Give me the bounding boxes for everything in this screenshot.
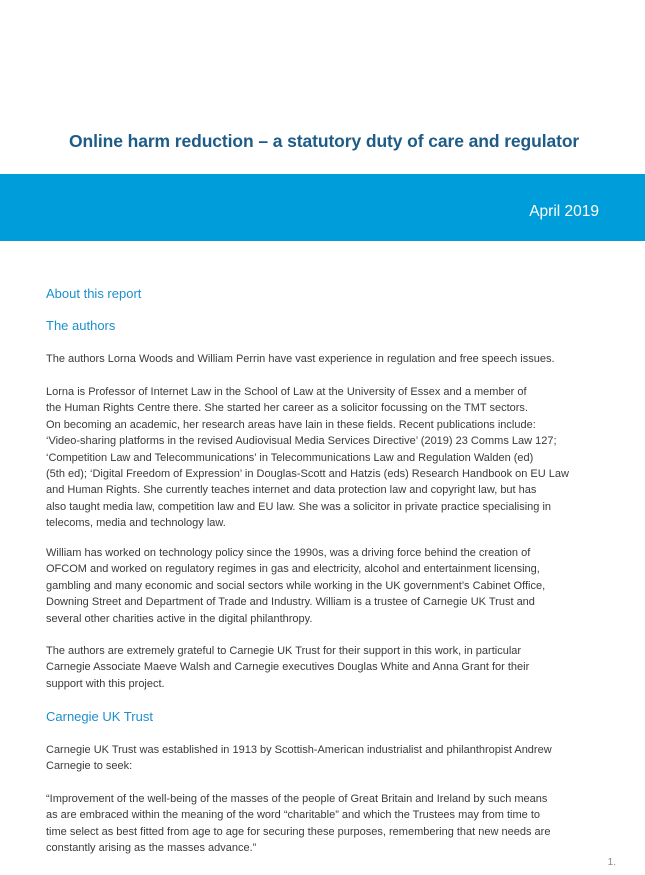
authors-intro [46,351,606,367]
paragraph-line: Carnegie Associate Maeve Walsh and Carnegie executives Douglas White and Anna Grant for their [46,661,530,674]
paragraph-line: ‘Video-sharing platforms in the revised Audiovisual Media Services Directive’ (2019) 23 Comms Law 127; [46,435,557,448]
lorna-paragraph [46,384,606,532]
william-paragraph [46,545,606,627]
paragraph-line: the Human Rights Centre there. She started her career as a solicitor focussing on the TMT sectors. [46,402,528,415]
paragraph-line: “Improvement of the well-being of the masses of the people of Great Britain and Ireland by such means [46,793,548,805]
paragraph-line: ‘Competition Law and Telecommunications’ in Telecommunications Law and Regulation Walden (ed) [46,451,534,464]
carnegie-paragraph [46,742,606,775]
authors-heading: The authors [46,318,116,333]
quote-paragraph [46,791,606,857]
paragraph-line: support with this project. [46,677,165,690]
paragraph-line: Carnegie UK Trust was established in 1913 by Scottish-American industrialist and philanthropist Andrew [46,744,552,756]
paragraph-line: as are embraced within the meaning of the word “charitable” and which the Trustees may from time to [46,809,541,822]
date-banner [0,174,645,241]
page-number: 1. [607,857,616,868]
about-heading: About this report [46,286,142,301]
paragraph-line: telecoms, media and technology law. [46,517,226,530]
paragraph-line: Downing Street and Department of Trade and Industry. William is a trustee of Carnegie UK Trust and [46,596,535,609]
paragraph-line: constantly arising as the masses advance.” [46,842,257,855]
document-title: Online harm reduction – a statutory duty of care and regulator [69,131,580,151]
paragraph-line: and Human Rights. She currently teaches internet and data protection law and copyright law, but has [46,484,537,497]
paragraph-line: gambling and many economic and social sectors while working in the UK government’s Cabinet Office, [46,579,546,592]
paragraph-line: several other charities active in the digital philanthropy. [46,612,313,625]
paragraph-line: time select as best fitted from age to age for securing these purposes, remembering that new needs are [46,825,551,838]
publication-date: April 2019 [529,203,599,220]
thanks-paragraph [46,643,606,692]
paragraph-line: The authors Lorna Woods and William Perrin have vast experience in regulation and free speech issues. [46,353,555,365]
paragraph-line: Lorna is Professor of Internet Law in the School of Law at the University of Essex and a member of [46,386,527,398]
paragraph-line: (5th ed); ‘Digital Freedom of Expression’ in Douglas-Scott and Hatzis (eds) Research Handbook on EU Law [46,468,569,481]
carnegie-heading: Carnegie UK Trust [46,709,153,724]
paragraph-line: Carnegie to seek: [46,760,133,773]
paragraph-line: The authors are extremely grateful to Carnegie UK Trust for their support in this work, in particular [46,645,522,657]
paragraph-line: On becoming an academic, her research areas have lain in these fields. Recent publications include: [46,418,536,431]
paragraph-line: OFCOM and worked on regulatory regimes in gas and electricity, alcohol and entertainment licensing, [46,563,540,576]
paragraph-line: William has worked on technology policy since the 1990s, was a driving force behind the creation of [46,547,531,559]
paragraph-line: also taught media law, competition law and EU law. She was a solicitor in private practice specialising in [46,500,552,513]
